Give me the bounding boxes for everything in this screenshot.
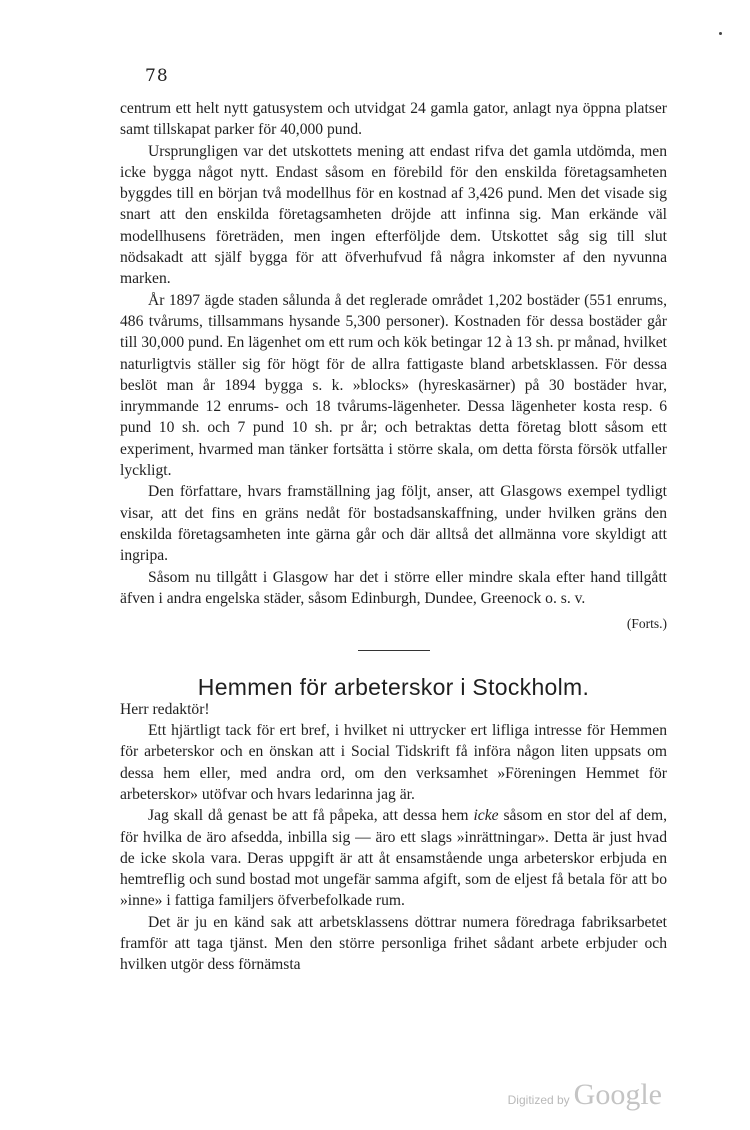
google-logo: Google [573, 1078, 662, 1111]
letter-paragraph-2-end: såsom en stor del af dem, för hvilka de äro afsedda, inbilla sig — äro ett slags »inrättningar». Detta är just hvad de icke skola vara. Deras uppgift är att åt ensamstående unga arbeterskor erbjuda en hemtreflig och sund bostad mot ungefär samma afgift, som de eljest få betala för att bo »inne» i fattiga familjers öfverbefolkade rum. [120, 807, 668, 910]
emphasis-word: icke [473, 807, 499, 825]
continued-note: (Forts.) [626, 616, 667, 632]
text-column [120, 98, 667, 976]
letter-paragraph-3: Det är ju en känd sak att arbetsklassens döttrar numera föredraga fabriksarbetet framför att taga tjänst. Men den större personliga frihet sådant arbete erbjuder och hvilken utgör dess förnämsta [120, 913, 667, 974]
letter-paragraph-2 [120, 805, 667, 911]
article-title: Hemmen för arbeterskor i Stockholm. [197, 674, 590, 701]
paragraph-3: År 1897 ägde staden sålunda å det reglerade området 1,202 bostäder (551 enrums, 486 tvårums, tillsammans hysande 5,300 personer). Kostnaden för dessa bostäder går till 30,000 pund. En lägenhet om ett rum och kök betingar 12 à 13 sh. pr månad, hvilket naturligtvis ställer sig för högt för de allra fattigaste bland arbetsklassen. För dessa beslöt man år 1894 bygga s. k. »blocks» (hyreskasärner) på 30 bostäder hvar, inrymmande 12 enrums- och 18 tvårums-lägenheter. Dessa lägenheter kosta resp. 6 pund 10 sh. och 7 pund 10 sh. pr år; och betraktas detta företag blott såsom ett experiment, hvarmed man tänker fortsätta i större skala, om detta första försök utfaller lyckligt. [120, 291, 667, 480]
scan-speck [719, 32, 722, 35]
section-divider [358, 650, 430, 651]
letter-paragraph-1: Ett hjärtligt tack för ert bref, i hvilket ni uttrycker ert lifliga intresse för Hemmen för arbeterskor och en önskan att i Social Tidskrift få införa någon liten uppsats om dessa hem eller, med andra ord, om den verksamhet »Föreningen Hemmet för arbeterskor» utöfvar och hvars ledarinna jag är. [120, 722, 667, 803]
paragraph-1: centrum ett helt nytt gatusystem och utvidgat 24 gamla gator, anlagt nya öppna platser samt tillskapat parker för 40,000 pund. [120, 100, 667, 139]
paragraph-4: Den författare, hvars framställning jag följt, anser, att Glasgows exempel tydligt visar, att det fins en gräns nedåt för bostadsanskaffning, under hvilken gräns den enskilda företagsamheten inte gärna går och där alltså det allmänna vore skyldigt att ingripa. [120, 483, 667, 565]
watermark-prefix: Digitized by [507, 1093, 570, 1107]
digitized-watermark [508, 1078, 662, 1112]
paragraph-2: Ursprungligen var det utskottets mening att endast rifva det gamla utdömda, men icke bygga något nytt. Endast såsom en förebild för den enskilda företagsamheten byggdes till en början två modellhus för en kostnad af 3,426 pund. Men det visade sig snart att den enskilda företagsamheten dröjde att infinna sig. Man erkände väl modellhusens företräden, men ingen efterföljde dem. Utskottet såg sig till slut nödsakadt att själf bygga för att öfverhufvud få några inkomster af den nyvunna marken. [120, 142, 667, 288]
salutation: Herr redaktör! [120, 700, 210, 718]
letter-paragraph-2-start: Jag skall då genast be att få påpeka, att dessa hem [148, 807, 474, 825]
page-number: 78 [145, 66, 169, 86]
paragraph-5: Såsom nu tillgått i Glasgow har det i större eller mindre skala efter hand tillgått äfven i andra engelska städer, såsom Edinburgh, Dundee, Greenock o. s. v. [120, 568, 667, 607]
